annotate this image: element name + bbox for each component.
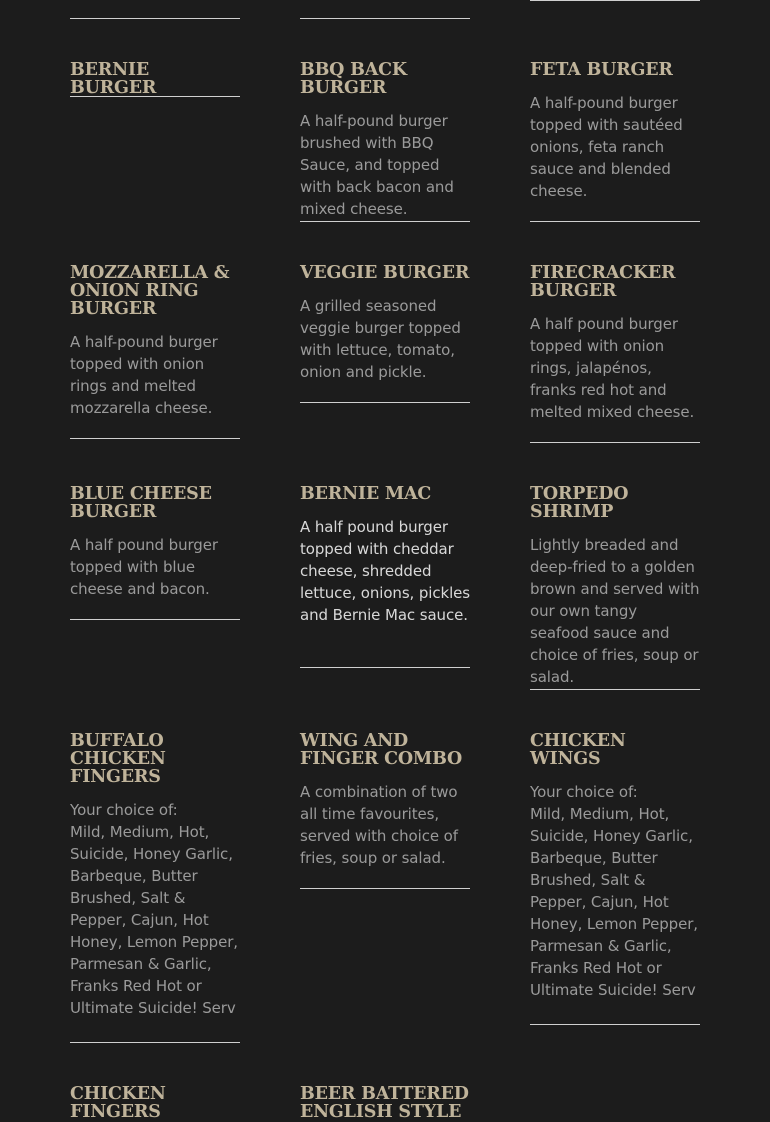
menu-item-title: BBQ BACK BURGER	[300, 60, 407, 98]
menu-item-title: VEGGIE BURGER	[300, 263, 470, 283]
menu-item-description: A combination of two all time favourites, served with choice of fries, soup or salad.	[300, 783, 458, 867]
menu-item-description: Your choice of: Mild, Medium, Hot, Suicide, Honey Garlic, Barbeque, Butter Brushed, Salt & Pepper, Cajun, Hot Honey, Lemon Pepper, Parmesan & Garlic, Franks Red Hot or Ultimate Suicide! Serv	[70, 801, 238, 1017]
menu-item-title: BUFFALO CHICKEN FINGERS	[70, 731, 166, 787]
menu-item-description: Your choice of: Mild, Medium, Hot, Suicide, Honey Garlic, Barbeque, Butter Brushed, Salt & Pepper, Cajun, Hot Honey, Lemon Pepper, Parmesan & Garlic, Franks Red Hot or Ultimate Suicide! Serv	[530, 783, 698, 999]
menu-item-description: A half-pound burger topped with onion rings and melted mozzarella cheese.	[70, 333, 218, 417]
menu-item-bernie-mac	[300, 485, 470, 626]
menu-item-title: BLUE CHEESE BURGER	[70, 484, 212, 522]
divider	[300, 402, 470, 403]
divider	[70, 619, 240, 620]
menu-item-wing-and-finger-combo	[300, 732, 470, 869]
divider	[530, 0, 700, 1]
menu-item-title: BEER BATTERED ENGLISH STYLE	[300, 1084, 469, 1122]
menu-item-bbq-back-burger	[300, 61, 470, 220]
menu-item-title: TORPEDO SHRIMP	[530, 484, 629, 522]
divider	[530, 442, 700, 443]
menu-item-title: BERNIE BURGER	[70, 60, 157, 98]
divider	[70, 1042, 240, 1043]
menu-item-firecracker-burger	[530, 264, 700, 423]
menu-item-blue-cheese-burger	[70, 485, 240, 600]
menu-item-title: WING AND FINGER COMBO	[300, 731, 463, 769]
menu-item-title: CHICKEN WINGS	[530, 731, 626, 769]
menu-item-description: A half-pound burger topped with sautéed onions, feta ranch sauce and blended cheese.	[530, 94, 683, 200]
divider	[300, 18, 470, 19]
menu-item-feta-burger	[530, 61, 700, 202]
menu-item-title: CHICKEN FINGERS	[70, 1084, 166, 1122]
menu-item-torpedo-shrimp	[530, 485, 700, 688]
menu-item-buffalo-chicken-fingers	[70, 732, 240, 1019]
divider	[300, 888, 470, 889]
divider	[70, 18, 240, 19]
divider	[70, 96, 240, 97]
menu-item-description: A grilled seasoned veggie burger topped with lettuce, tomato, onion and pickle.	[300, 297, 461, 381]
menu-item-title: BERNIE MAC	[300, 484, 432, 504]
menu-item-chicken-fingers	[70, 1085, 240, 1121]
menu-item-bernie-burger	[70, 61, 240, 97]
menu-item-description: A half pound burger topped with onion rings, jalapénos, franks red hot and melted mixed cheese.	[530, 315, 695, 421]
menu-item-description: A half-pound burger brushed with BBQ Sauce, and topped with back bacon and mixed cheese.	[300, 112, 454, 218]
divider	[530, 221, 700, 222]
menu-item-title: FIRECRACKER BURGER	[530, 263, 676, 301]
divider	[300, 221, 470, 222]
menu-item-mozzarella-onion-ring-burger	[70, 264, 240, 419]
menu-item-description: A half pound burger topped with cheddar cheese, shredded lettuce, onions, pickles and Bernie Mac sauce.	[300, 518, 470, 624]
menu-item-beer-battered	[300, 1084, 470, 1122]
divider	[530, 1024, 700, 1025]
menu-item-title: FETA BURGER	[530, 60, 673, 80]
divider	[530, 689, 700, 690]
menu-item-chicken-wings	[530, 732, 700, 1001]
divider	[300, 667, 470, 668]
menu-item-description: Lightly breaded and deep-fried to a golden brown and served with our own tangy seafood sauce and choice of fries, soup or salad.	[530, 536, 700, 686]
menu-item-description: A half pound burger topped with blue cheese and bacon.	[70, 536, 218, 598]
menu-item-title: MOZZARELLA & ONION RING BURGER	[70, 263, 230, 319]
menu-item-veggie-burger	[300, 264, 470, 383]
divider	[70, 438, 240, 439]
